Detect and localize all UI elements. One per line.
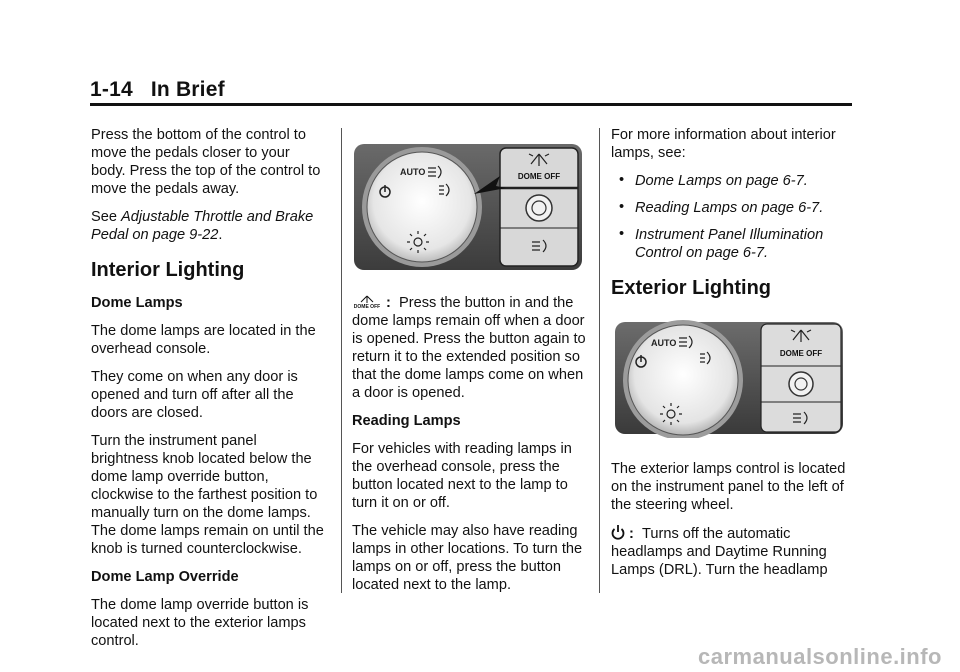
column-3 (611, 126, 856, 589)
lamp-control-illustration-2 (611, 318, 847, 438)
page-number: 1-14 (90, 78, 133, 101)
dome-lamps-heading: Dome Lamps (91, 295, 183, 311)
off-description: : Turns off the automatic headlamps and Daytime Running Lamps (DRL). Turn the headlamp (611, 526, 828, 578)
dome-override-heading: Dome Lamp Override (91, 569, 239, 585)
exterior-paragraph: The exterior lamps control is located on the instrument panel to the left of the steering wheel. (611, 461, 846, 513)
dome-paragraph-3: Turn the instrument panel brightness knob located below the dome lamp override button, clockwise to the farthest position to manually turn on the dome lamps. The dome lamps remain on until the knob is turned counterclockwise. (91, 433, 324, 557)
dome-paragraph-2: They come on when any door is opened and turn off after all the doors are closed. (91, 369, 298, 421)
watermark: carmanualsonline.info (698, 644, 942, 669)
off-text: Turns off the automatic headlamps and Daytime Running Lamps (DRL). Turn the headlamp (611, 526, 828, 578)
dome-off-text: Press the button in and the dome lamps remain off when a door is opened. Press the button again to return it to the extended position so that the dome lamps come on when a door is opened. (352, 295, 586, 401)
reading-paragraph-1: For vehicles with reading lamps in the overhead console, press the button located next to the lamp to turn it on or off. (352, 441, 572, 511)
reading-paragraph-2: The vehicle may also have reading lamps in other locations. To turn the lamps on or off, press the button located next to the lamp. (352, 523, 583, 593)
reading-lamps-heading: Reading Lamps (352, 413, 461, 429)
section-title: In Brief (150, 78, 225, 101)
lamp-control-illustration-1 (352, 142, 584, 272)
auto-label-2: AUTO (651, 338, 677, 348)
see-prefix: See (91, 209, 122, 225)
dome-off-label: DOME OFF (517, 172, 561, 181)
auto-label: AUTO (400, 167, 426, 177)
reference-panel-illumination[interactable]: • Instrument Panel Illumination Control on page 6-7. (611, 226, 856, 262)
dome-off-description: DOME OFF : Press the button in and the dome lamps remain off when a door is opened. Press the button again to return it to the extended position so that the dome lamps come on when a door is opened. (352, 295, 586, 401)
dome-paragraph-1: The dome lamps are located in the overhead console. (91, 323, 316, 357)
header-rule (90, 103, 852, 106)
column-2 (352, 126, 592, 604)
column-divider (599, 128, 600, 593)
column-divider (341, 128, 342, 593)
exterior-lighting-heading: Exterior Lighting (611, 277, 771, 299)
more-info-paragraph: For more information about interior lamps, see: (611, 127, 836, 161)
reference-dome-lamps[interactable]: • Dome Lamps on page 6-7. (611, 172, 856, 190)
dome-off-icon (352, 295, 382, 309)
pedal-paragraph: Press the bottom of the control to move the pedals closer to your body. Press the top of the control to move the pedals away. (91, 127, 321, 197)
see-reference (91, 208, 327, 244)
reference-reading-lamps[interactable]: • Reading Lamps on page 6-7. (611, 199, 856, 217)
interior-lighting-heading: Interior Lighting (91, 259, 245, 281)
dome-override-paragraph: The dome lamp override button is located next to the exterior lamps control. (91, 597, 309, 649)
reference-list (611, 172, 856, 262)
page-header (90, 78, 225, 102)
column-1 (91, 126, 327, 660)
dome-off-label-2: DOME OFF (779, 349, 823, 358)
power-off-icon (611, 524, 625, 540)
pedal-reference-link[interactable]: Adjustable Throttle and Brake Pedal on page 9-22 (91, 209, 314, 243)
see-suffix: . (218, 227, 223, 243)
svg-text:DOME OFF: DOME OFF (353, 304, 381, 309)
